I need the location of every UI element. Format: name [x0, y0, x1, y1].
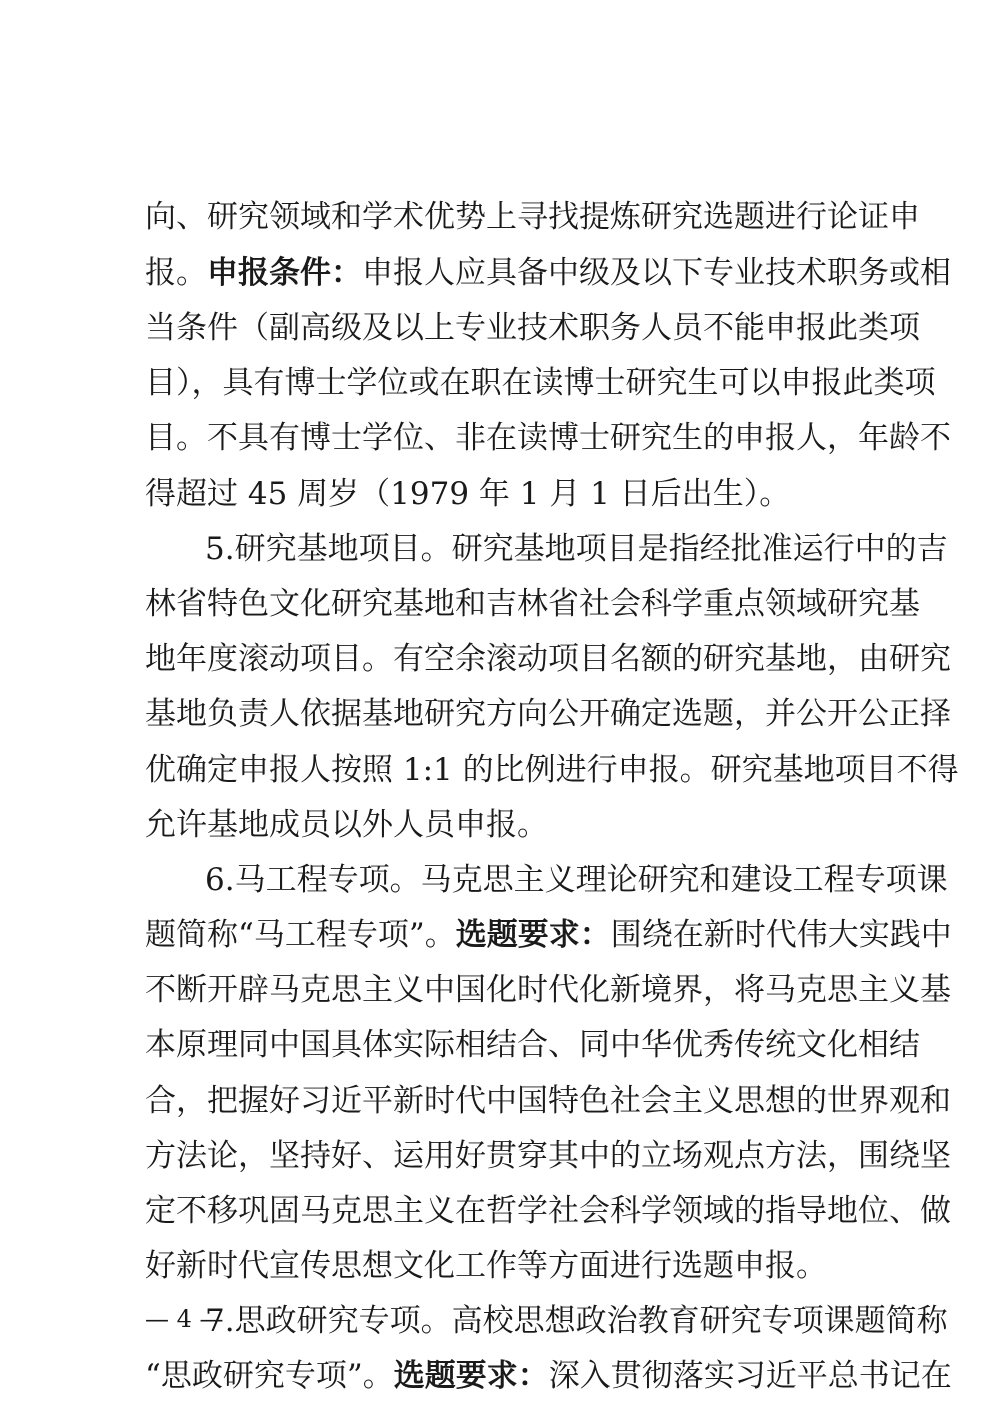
text-line [145, 805, 847, 845]
text-line [145, 308, 920, 348]
text-line [205, 529, 948, 569]
text-segment: 当条件（副高级及以上专业技术职务人员不能申报此类项 [145, 310, 920, 346]
text-segment: 6.马工程专项。马克思主义理论研究和建设工程专项课 [205, 862, 948, 898]
text-segment: 定不移巩固马克思主义在哲学社会科学领域的指导地位、做 [145, 1193, 951, 1229]
text-line [145, 970, 951, 1010]
text-segment: 方法论，坚持好、运用好贯穿其中的立场观点方法，围绕坚 [145, 1138, 951, 1174]
text-segment: 目），具有博士学位或在职在读博士研究生可以申报此类项 [145, 365, 936, 401]
text-line [145, 1191, 951, 1231]
text-segment: 围绕在新时代伟大实践中 [610, 917, 952, 953]
text-line [145, 1356, 952, 1396]
bold-label: 申报条件： [207, 255, 362, 291]
text-line [145, 584, 920, 624]
text-line [145, 694, 951, 734]
text-line [145, 750, 959, 790]
text-segment: 好新时代宣传思想文化工作等方面进行选题申报。 [145, 1248, 827, 1284]
page-number: — 4 — [145, 1305, 224, 1333]
text-line [145, 915, 952, 955]
text-segment: 报。 [145, 255, 207, 291]
text-segment: “思政研究专项”。 [145, 1358, 394, 1394]
text-segment: 基地负责人依据基地研究方向公开确定选题，并公开公正择 [145, 696, 951, 732]
text-segment: 5.研究基地项目。研究基地项目是指经批准运行中的吉 [205, 531, 948, 567]
text-segment: 优确定申报人按照 1:1 的比例进行申报。研究基地项目不得 [145, 752, 959, 788]
text-line [145, 639, 951, 679]
text-segment: 题简称“马工程专项”。 [145, 917, 456, 953]
text-line [145, 418, 951, 458]
bold-label: 选题要求： [393, 1358, 549, 1394]
text-line [145, 363, 936, 403]
text-segment: 允许基地成员以外人员申报。 [145, 807, 548, 843]
text-line [145, 1081, 951, 1121]
text-segment: 申报人应具备中级及以下专业技术职务或相 [362, 255, 951, 291]
text-segment: 林省特色文化研究基地和吉林省社会科学重点领域研究基 [145, 586, 920, 622]
text-segment: 得超过 45 周岁（1979 年 1 月 1 日后出生）。 [145, 476, 791, 512]
text-line [145, 197, 920, 237]
text-segment: 目。不具有博士学位、非在读博士研究生的申报人，年龄不 [145, 420, 951, 456]
text-line [205, 1301, 948, 1341]
text-segment: 合，把握好习近平新时代中国特色社会主义思想的世界观和 [145, 1083, 951, 1119]
text-segment: 地年度滚动项目。有空余滚动项目名额的研究基地，由研究 [145, 641, 951, 677]
text-line [145, 1136, 951, 1176]
text-segment: 不断开辟马克思主义中国化时代化新境界，将马克思主义基 [145, 972, 951, 1008]
bold-label: 选题要求： [455, 917, 611, 953]
text-line [205, 860, 948, 900]
text-segment: 本原理同中国具体实际相结合、同中华优秀传统文化相结 [145, 1027, 920, 1063]
text-line [145, 474, 847, 514]
text-line [145, 1025, 920, 1065]
text-line [145, 253, 951, 293]
text-segment: 向、研究领域和学术优势上寻找提炼研究选题进行论证申 [145, 199, 920, 235]
text-segment: 深入贯彻落实习近平总书记在 [548, 1358, 952, 1394]
text-line [145, 1246, 847, 1286]
text-segment: 7.思政研究专项。高校思想政治教育研究专项课题简称 [205, 1303, 948, 1339]
